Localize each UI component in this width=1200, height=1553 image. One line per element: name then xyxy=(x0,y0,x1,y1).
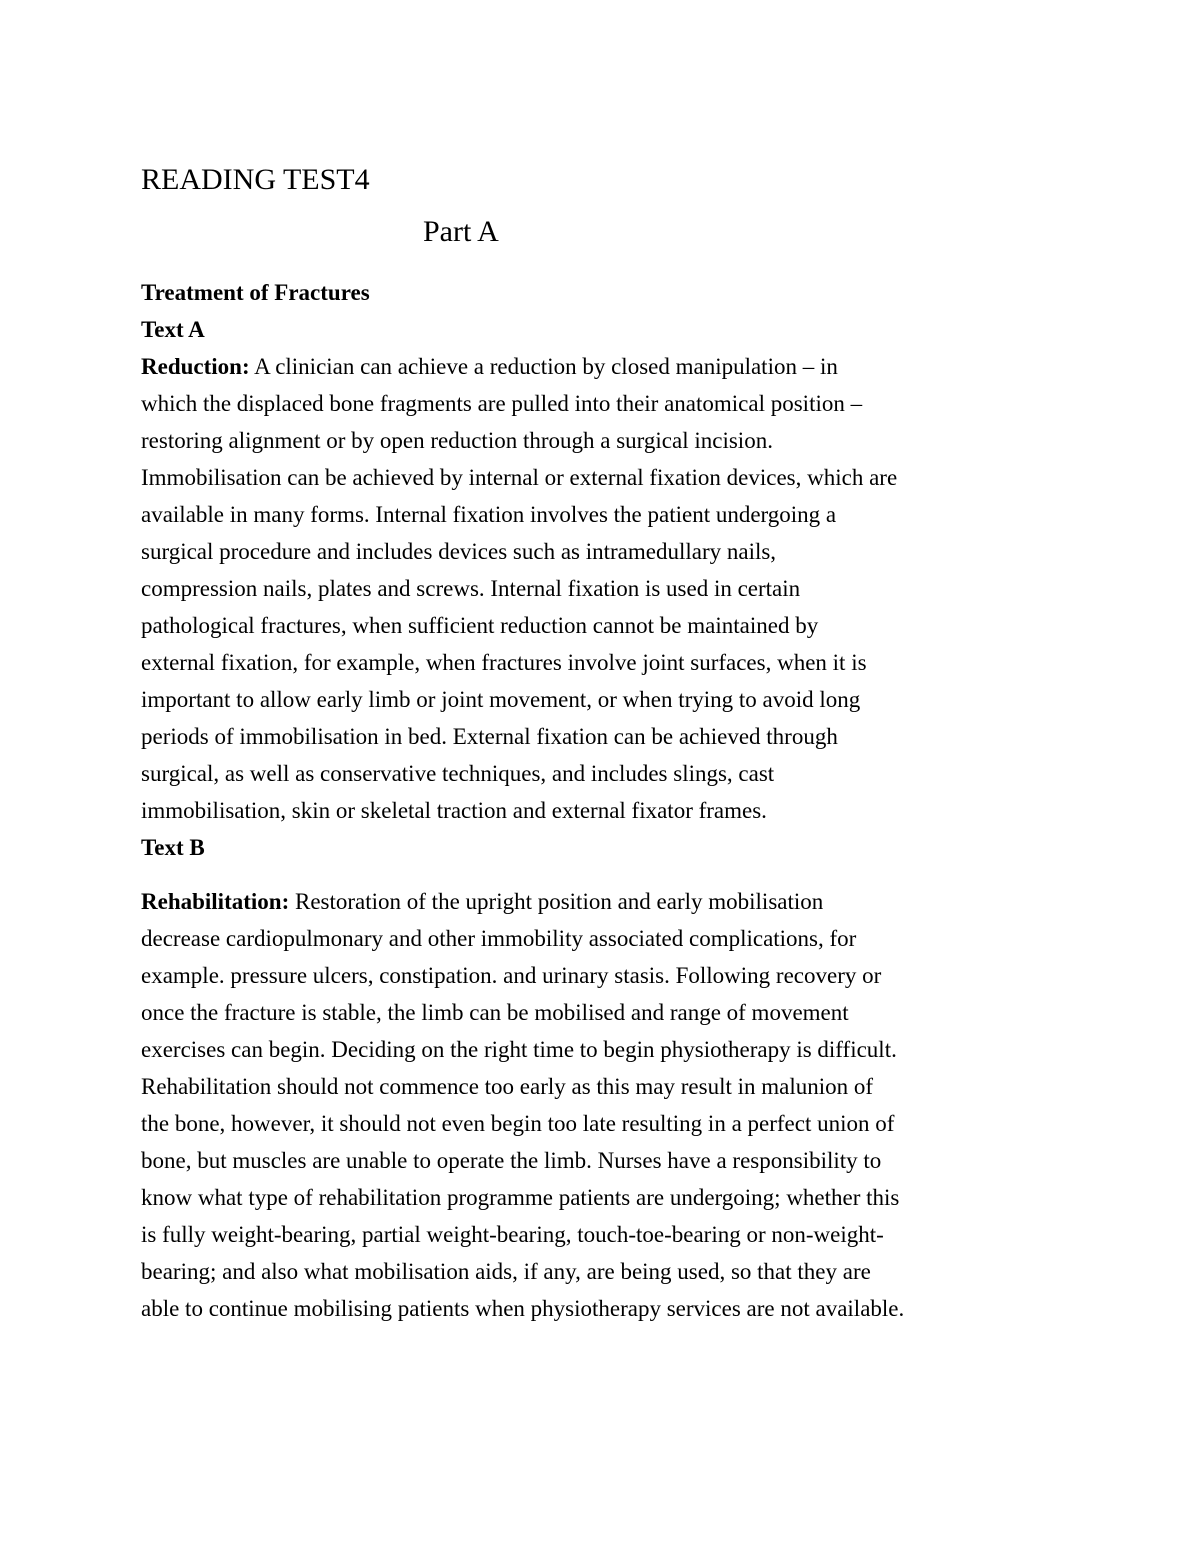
text-b-line-content: Restoration of the upright position and early mobilisation xyxy=(289,889,824,914)
text-a-line: compression nails, plates and screws. Internal fixation is used in certain xyxy=(141,576,801,601)
text-b-line: once the fracture is stable, the limb can be mobilised and range of movement xyxy=(141,1000,849,1025)
text-a-line: Immobilisation can be achieved by internal or external fixation devices, which are xyxy=(141,465,898,490)
text-a-line: periods of immobilisation in bed. External fixation can be achieved through xyxy=(141,724,838,749)
text-b-line: able to continue mobilising patients when physiotherapy services are not available. xyxy=(141,1296,905,1321)
text-a-line: external fixation, for example, when fractures involve joint surfaces, when it is xyxy=(141,650,867,675)
part-heading: Part A xyxy=(423,215,499,248)
rehabilitation-term: Rehabilitation: xyxy=(141,889,290,914)
text-b-line: know what type of rehabilitation programme patients are undergoing; whether this xyxy=(141,1185,900,1210)
text-a-line: immobilisation, skin or skeletal traction and external fixator frames. xyxy=(141,798,767,823)
text-a-line: surgical procedure and includes devices such as intramedullary nails, xyxy=(141,539,777,564)
reduction-term: Reduction: xyxy=(141,354,250,379)
text-b-line xyxy=(141,883,1071,920)
text-a-line xyxy=(141,348,1071,385)
text-b-line: bearing; and also what mobilisation aids, if any, are being used, so that they are xyxy=(141,1259,871,1284)
text-b-line: decrease cardiopulmonary and other immobility associated complications, for xyxy=(141,926,857,951)
text-a-line: restoring alignment or by open reduction through a surgical incision. xyxy=(141,428,773,453)
text-a-line-content: A clinician can achieve a reduction by closed manipulation – in xyxy=(249,354,838,379)
document-title: READING TEST4 xyxy=(141,163,370,196)
text-a-line: available in many forms. Internal fixation involves the patient undergoing a xyxy=(141,502,837,527)
text-b-line: Rehabilitation should not commence too early as this may result in malunion of xyxy=(141,1074,874,1099)
reading-text-body xyxy=(141,274,1071,1327)
text-b-line: the bone, however, it should not even begin too late resulting in a perfect union of xyxy=(141,1111,895,1136)
paragraph-gap xyxy=(141,866,1071,883)
text-b-line: bone, but muscles are unable to operate the limb. Nurses have a responsibility to xyxy=(141,1148,882,1173)
text-a-line: which the displaced bone fragments are pulled into their anatomical position – xyxy=(141,391,863,416)
topic-heading: Treatment of Fractures xyxy=(141,280,370,305)
text-a-line: important to allow early limb or joint movement, or when trying to avoid long xyxy=(141,687,861,712)
text-b-line: is fully weight-bearing, partial weight-bearing, touch-toe-bearing or non-weight- xyxy=(141,1222,884,1247)
text-a-line: pathological fractures, when sufficient reduction cannot be maintained by xyxy=(141,613,819,638)
text-b-line: example. pressure ulcers, constipation. and urinary stasis. Following recovery or xyxy=(141,963,882,988)
text-a-line: surgical, as well as conservative techniques, and includes slings, cast xyxy=(141,761,775,786)
text-b-section xyxy=(141,829,1071,1327)
text-b-heading: Text B xyxy=(141,835,205,860)
text-a-heading: Text A xyxy=(141,317,205,342)
text-b-line: exercises can begin. Deciding on the right time to begin physiotherapy is difficult. xyxy=(141,1037,897,1062)
text-a-section xyxy=(141,311,1071,829)
